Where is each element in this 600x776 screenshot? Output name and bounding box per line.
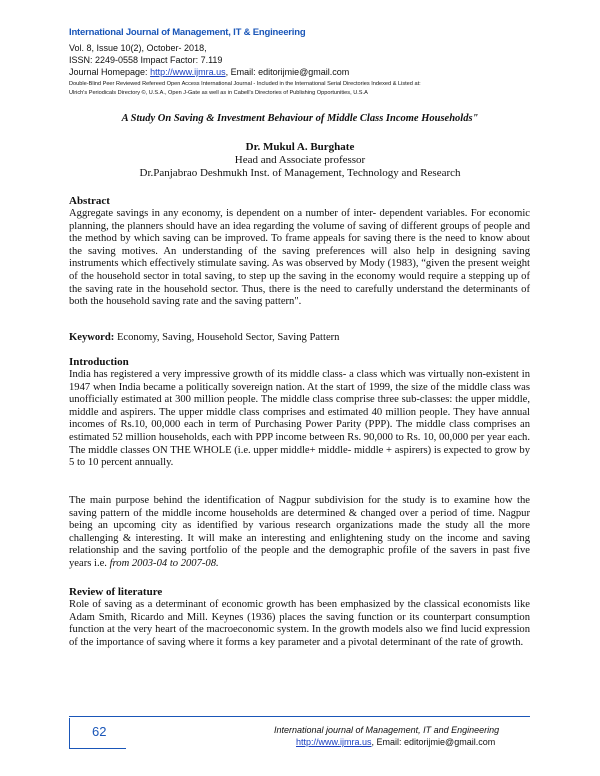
homepage-line	[69, 67, 349, 78]
footer-divider	[69, 716, 530, 717]
header-email: , Email: editorijmie@gmail.com	[225, 67, 350, 77]
introduction-paragraph-1: India has registered a very impressive growth of its middle class- a class which was virtually non-existent in 1947 when India became a politically sovereign nation. At the start of 1999, the size of the middle class was unofficially estimated at 300 million people. The middle class comprise three sub-classes: the upper middle, middle and aspirers. The upper middle class comprises and estimated 40 million people. They have annual incomes of Rs.10, 00,000 each in term of Purchasing Power Parity (PPP). The middle class comprises an estimated 52 million households, each with PPP income between Rs. 90,000 to Rs. 10, 00,000 per year each. The middle classes ON THE WHOLE (i.e. upper middle+ middle- middle + aspirers) is expected to grow by 5 to 10 percent annually.	[69, 369, 530, 469]
review-text: Role of saving as a determinant of economic growth has been emphasized by the classical economists like Adam Smith, Ricardo and Mill. Keynes (1936) places the saving function or its counterpart consumption function at the very heart of the macroeconomic system. In the growth models also we find lucid expression of the importance of saving where it forms a key parameter and a pivotal determinant of the rate of growth.	[69, 599, 530, 648]
homepage-label: Journal Homepage:	[69, 67, 151, 77]
volume-line: Vol. 8, Issue 10(2), October- 2018,	[69, 43, 207, 53]
introduction-paragraph-2-text: The main purpose behind the identification of Nagpur subdivision for the study is to examine how the saving pattern of the middle income households are determined & changed over a period of time. Nagpur being an upcoming city as identified by various research organizations made the study all the more challenging & interesting. It will make an interesting and enlightening study on the income and saving relationship and the saving portfolio of the people and the demographic profile of the savers in past five years i.e.	[69, 495, 530, 569]
footer-contact	[296, 737, 495, 747]
abstract-heading: Abstract	[69, 195, 110, 207]
page-number: 62	[92, 724, 107, 739]
issn-line: ISSN: 2249-0558 Impact Factor: 7.119	[69, 55, 223, 65]
introduction-heading: Introduction	[69, 356, 129, 368]
introduction-paragraph-2	[69, 495, 530, 571]
indexing-line-1: Double-Blind Peer Reviewed Refereed Open Access International Journal - Included in the International Serial Directories Indexed & Listed at:	[69, 81, 421, 87]
paper-title: A Study On Saving & Investment Behaviour of Middle Class Income Households"	[121, 113, 479, 124]
indexing-line-2: Ulrich's Periodicals Directory ©, U.S.A., Open J-Gate as well as in Cabell's Directories of Publishing Opportunities, U.S.A	[69, 90, 368, 96]
journal-title: International Journal of Management, IT & Engineering	[69, 27, 306, 38]
author-name: Dr. Mukul A. Burghate	[245, 141, 355, 153]
abstract-text: Aggregate savings in any economy, is dependent on a number of inter- dependent variables. For economic planning, the planners should have an idea regarding the volume of saving of different groups of people and the method by which saving can be improved. To frame appeals for saving there is the need to know about the saving motives. An understanding of the saving preferences will also help in designing saving instruments which effectively stimulate saving. As was observed by Mody (1983), “given the present weight of the household sector in total saving, to step up the saving in the economy would require a stepping up of the saving rate in the household sector. Thus, there is the need to carefully understand the determinants of both the household saving rate and the saving pattern".	[69, 208, 530, 308]
keywords-label: Keyword:	[69, 332, 115, 343]
introduction-period: from 2003-04 to 2007-08.	[109, 557, 219, 569]
keywords-line	[69, 332, 530, 345]
author-institution: Dr.Panjabrao Deshmukh Inst. of Management, Technology and Research	[139, 167, 461, 179]
footer-link[interactable]: http://www.ijmra.us	[296, 737, 372, 747]
footer-journal: International journal of Management, IT and Engineering	[274, 725, 500, 735]
review-heading: Review of literature	[69, 586, 163, 598]
homepage-link[interactable]: http://www.ijmra.us	[150, 67, 226, 77]
author-role: Head and Associate professor	[234, 154, 366, 166]
footer-email: , Email: editorijmie@gmail.com	[371, 737, 496, 747]
keywords-text: Economy, Saving, Household Sector, Saving Pattern	[114, 332, 340, 343]
